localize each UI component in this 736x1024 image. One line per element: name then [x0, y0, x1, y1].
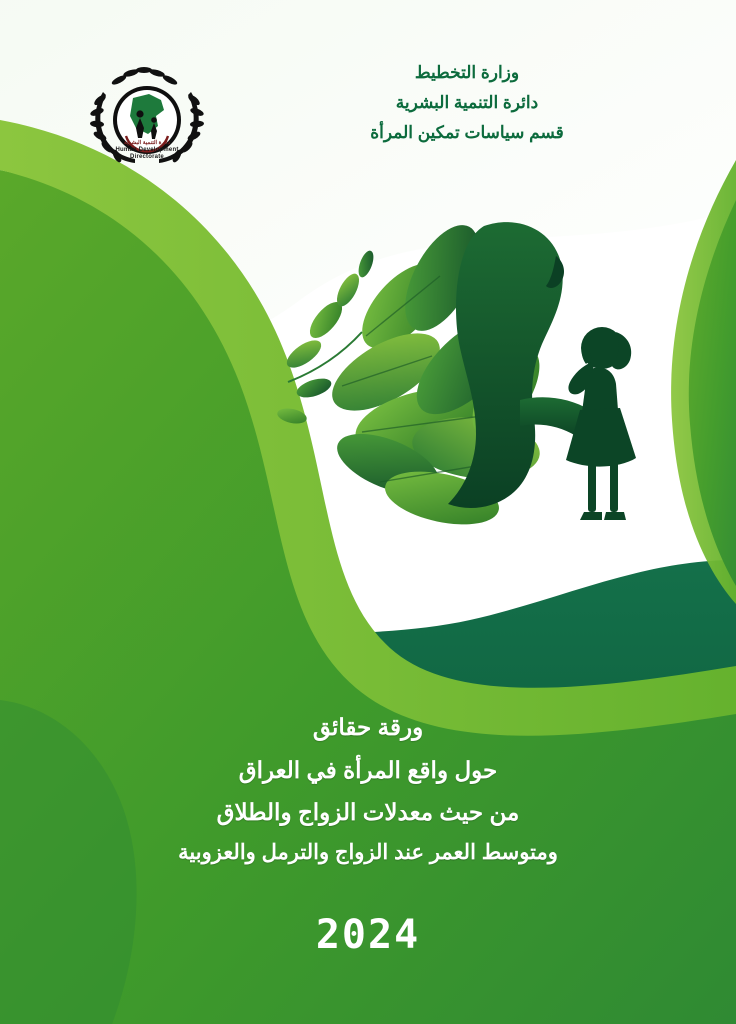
header-line-ministry: وزارة التخطيط [414, 63, 520, 82]
logo-caption [86, 140, 208, 162]
header-line-section: قسم سياسات تمكين المرأة [370, 122, 564, 142]
header-line-directorate: دائرة التنمية البشرية [395, 92, 539, 112]
title-line-4: ومتوسط العمر عند الزواج والترمل والعزوبية [178, 840, 558, 864]
logo-caption-english-line2: Directorate [130, 154, 164, 161]
publication-year: 2024 [315, 912, 421, 958]
logo-caption-arabic: دائرة التنمية البشرية [123, 140, 171, 146]
logo-caption-english-line1: Human Development [115, 146, 179, 153]
title-line-1: ورقة حقائق [312, 714, 424, 740]
title-line-3: من حيث معدلات الزواج والطلاق [216, 799, 520, 826]
document-title [0, 706, 736, 872]
title-line-2: حول واقع المرأة في العراق [238, 756, 498, 783]
mother-and-child-leaves-illustration [270, 186, 640, 576]
ministry-header [232, 58, 702, 147]
